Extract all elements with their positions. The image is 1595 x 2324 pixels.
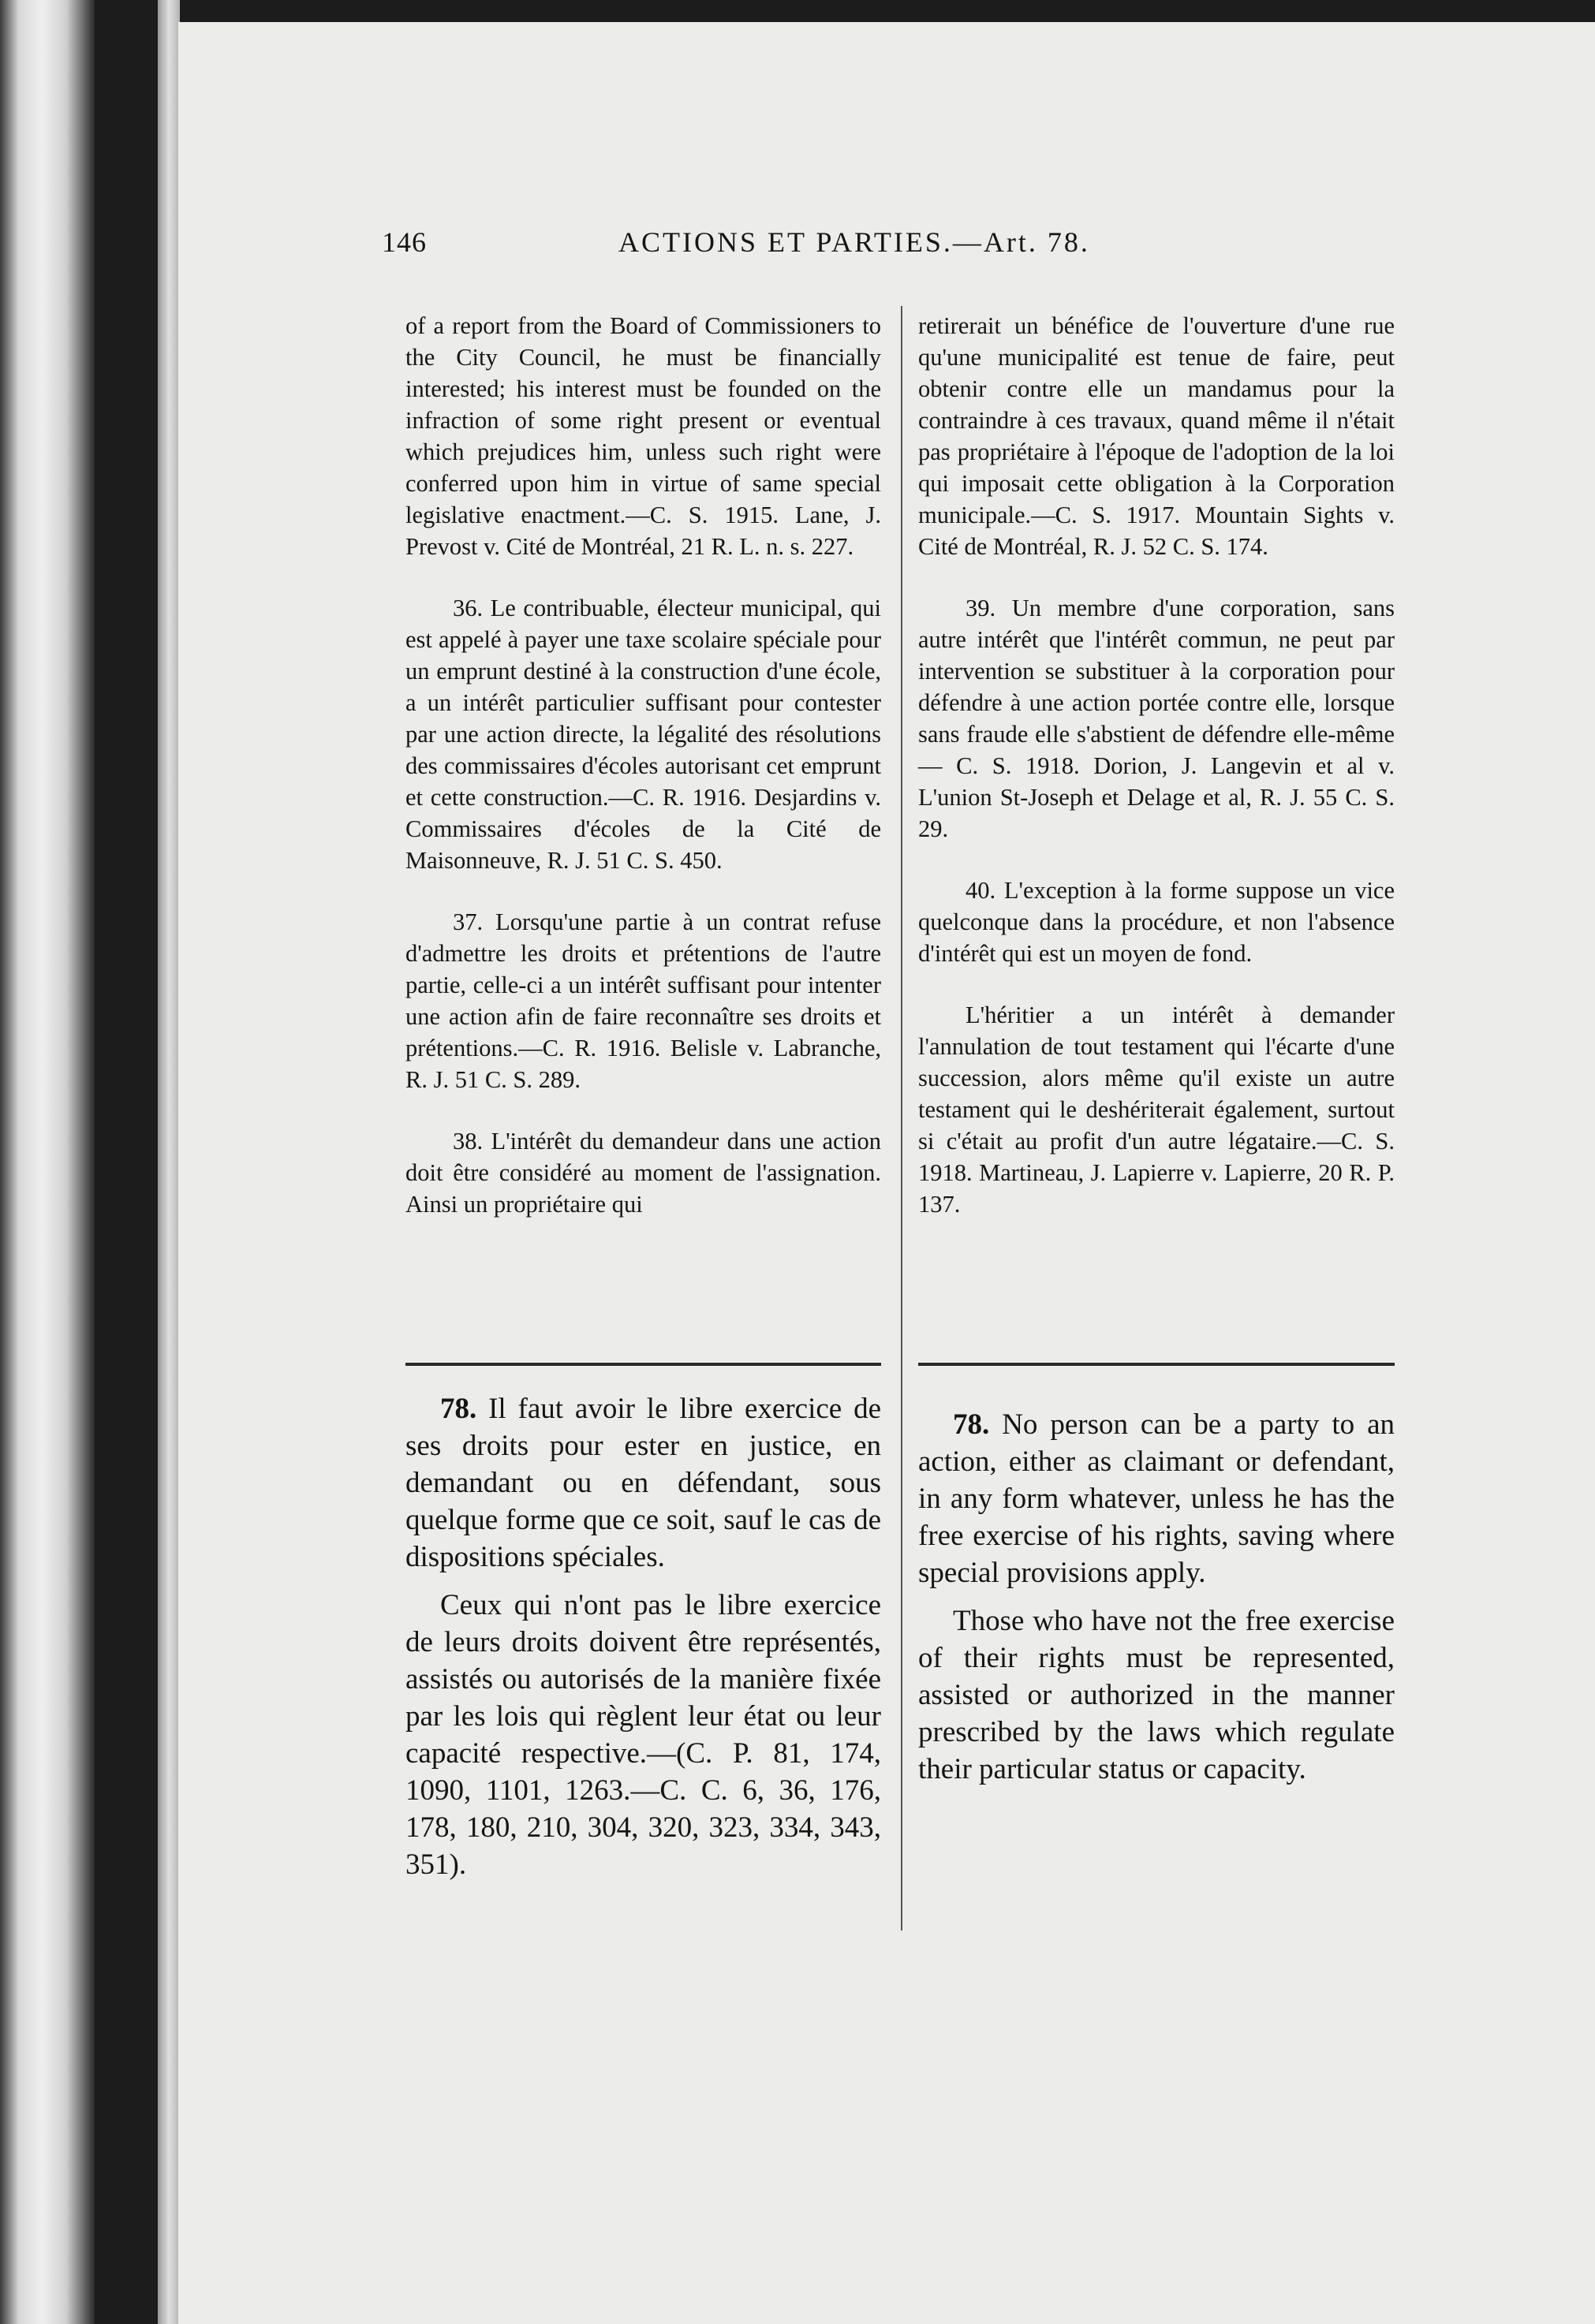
note-39: 39. Un membre d'une corporation, sans autre intérêt que l'intérêt commun, ne peut par intervention se substituer à la corporation pour défendre à une action portée contre elle, lorsque sans fraude elle s'abstient de défendre elle-même — C. S. 1918. Dorion, J. Langevin et al v. L'union St-Joseph et Delage et al, R. J. 55 C. S. 29. — [918, 595, 1395, 842]
article-fr-paragraph-2: Ceux qui n'ont pas le libre exercice de leurs droits doivent être représentés, assistés ou autorisés de la manière fixée par les lois qui règlent leur état ou leur capacité respective.—(C. P. 81, 174, 1090, 1101, 1263.—C. C. 6, 36, 176, 178, 180, 210, 304, 320, 323, 334, 343, 351). — [405, 1589, 881, 1881]
note-40: 40. L'exception à la forme suppose un vice quelconque dans la procédure, et non l'absence d'intérêt qui est un moyen de fond. — [918, 877, 1395, 967]
notes-right-column — [918, 310, 1395, 1250]
article-en-paragraph-1 — [918, 1406, 1395, 1591]
page-number: 146 — [382, 226, 427, 258]
article-78-english — [918, 1406, 1395, 1799]
article-fr-number: 78. — [440, 1393, 477, 1425]
separator-rule-left — [405, 1363, 881, 1366]
article-fr-text-1: Il faut avoir le libre exercice de ses droits pour ester en justice, en demandant ou en défendant, sous quelque forme que ce soit, sauf le cas de dispositions spéciales. — [405, 1393, 882, 1573]
article-en-paragraph-2: Those who have not the free exercise of their rights must be represented, assisted or authorized in the manner prescribed by the laws which regulate their particular status or capacity. — [918, 1605, 1395, 1785]
note-38: 38. L'intérêt du demandeur dans une action doit être considéré au moment de l'assignation. Ainsi un propriétaire qui — [405, 1128, 881, 1218]
scan-page-edge — [158, 0, 180, 2324]
note-heir: L'héritier a un intérêt à demander l'annulation de tout testament qui l'écarte d'une succession, alors même qu'il existe un autre testament qui le deshériterait également, surtout si c'était au profit d'un autre légataire.—C. S. 1918. Martineau, J. Lapierre v. Lapierre, 20 R. P. 137. — [918, 1002, 1395, 1218]
running-title: ACTIONS ET PARTIES.—Art. 78. — [618, 226, 1090, 258]
article-en-text-1: No person can be a party to an action, either as claimant or defendant, in any form whatever, unless he has the free exercise of his rights, saving where special provisions apply. — [918, 1408, 1395, 1589]
separator-rule-right — [918, 1363, 1395, 1366]
note-continued: of a report from the Board of Commissioners to the City Council, he must be financially interested; his interest must be founded on the infraction of some right present or eventual which prejudices him, unless such right were conferred upon him in virtue of same special legislative enactment.—C. S. 1915. Lane, J. Prevost v. Cité de Montréal, 21 R. L. n. s. 227. — [405, 312, 881, 560]
article-en-number: 78. — [953, 1408, 990, 1441]
note-38-continued: retirerait un bénéfice de l'ouverture d'une rue qu'une municipalité est tenue de faire, peut obtenir contre elle un mandamus pour la contraindre à ces travaux, quand même il n'était pas propriétaire à l'époque de l'adoption de la loi qui imposait cette obligation à la Corporation municipale.—C. S. 1917. Mountain Sights v. Cité de Montréal, R. J. 52 C. S. 174. — [918, 312, 1395, 560]
column-divider — [901, 306, 902, 1930]
page-header — [382, 226, 1297, 281]
note-37: 37. Lorsqu'une partie à un contrat refuse d'admettre les droits et prétentions de l'autre partie, celle-ci a un intérêt suffisant pour intenter une action afin de faire reconnaître ses droits et prétentions.—C. R. 1916. Belisle v. Labranche, R. J. 51 C. S. 289. — [405, 908, 881, 1093]
scan-binding-strip — [0, 0, 95, 2324]
note-36: 36. Le contribuable, électeur municipal, qui est appelé à payer une taxe scolaire spéciale pour un emprunt destiné à la construction d'une école, a un intérêt particulier suffisant pour contester par une action directe, la légalité des résolutions des commissaires d'écoles autorisant cet emprunt et cette construction.—C. R. 1916. Desjardins v. Commissaires d'écoles de la Cité de Maisonneuve, R. J. 51 C. S. 450. — [405, 595, 881, 874]
article-78-french — [405, 1390, 881, 1894]
book-page — [178, 22, 1595, 2324]
article-fr-paragraph-1 — [405, 1390, 881, 1576]
notes-left-column — [405, 310, 881, 1250]
